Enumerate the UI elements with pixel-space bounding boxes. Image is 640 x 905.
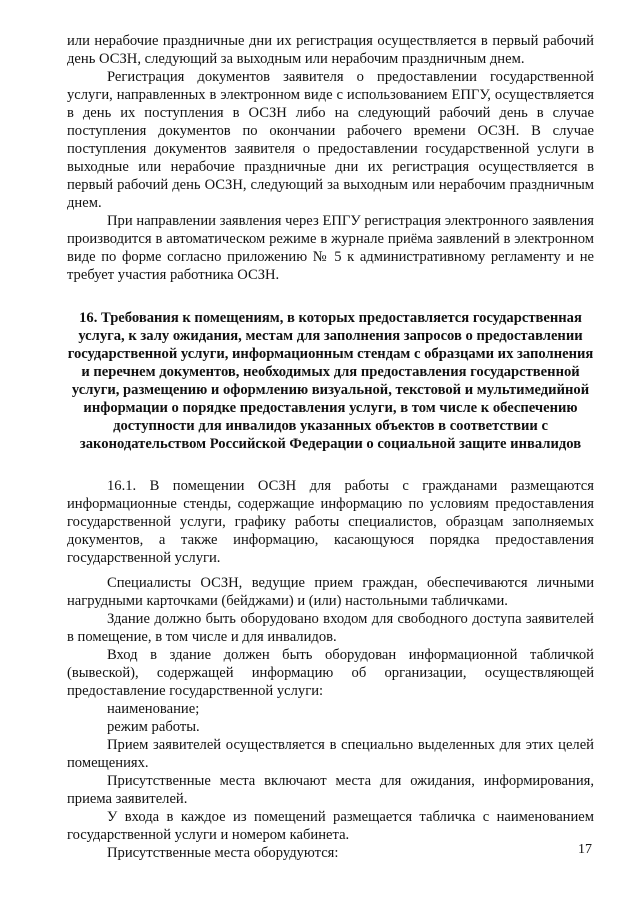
list-item: режим работы.	[107, 719, 200, 735]
list-item: наименование;	[107, 701, 200, 717]
paragraph: При направлении заявления через ЕПГУ регистрация электронного заявления производится в автоматическом режиме в журнале приёма заявлений в электронном виде по форме согласно приложению № 5 к административному регламенту и не требует участия работника ОСЗН.	[67, 213, 594, 283]
paragraph: или нерабочие праздничные дни их регистрация осуществляется в первый рабочий день ОСЗН, следующий за выходным или нерабочим праздничным днем.	[67, 33, 594, 67]
paragraph: Присутственные места включают места для ожидания, информирования, приема заявителей.	[67, 773, 594, 807]
paragraph: У входа в каждое из помещений размещается табличка с наименованием государственной услуги и номером кабинета.	[67, 809, 594, 843]
paragraph: 16.1. В помещении ОСЗН для работы с гражданами размещаются информационные стенды, содержащие информацию по условиям предоставления государственной услуги, графику работы специалистов, образцам заполняемых документов, а также информацию, касающуюся порядка предоставления государственной услуги.	[67, 478, 594, 566]
paragraph: Присутственные места оборудуются:	[107, 845, 339, 861]
paragraph: Специалисты ОСЗН, ведущие прием граждан, обеспечиваются личными нагрудными карточками (бейджами) и (или) настольными табличками.	[67, 575, 594, 609]
section-heading: 16. Требования к помещениям, в которых предоставляется государственная услуга, к залу ожидания, местам для заполнения запросов о предоставлении государственной услуги, информационным стендам с образцами их заполнения и перечнем документов, необходимых для предоставления государственной услуги, размещению и оформлению визуальной, текстовой и мультимедийной информации о порядке предоставления услуги, в том числе к обеспечению доступности для инвалидов указанных объектов в соответствии с законодательством Российской Федерации о социальной защите инвалидов	[67, 310, 594, 452]
paragraph: Вход в здание должен быть оборудован информационной табличкой (вывеской), содержащей информацию об организации, осуществляющей предоставление государственной услуги:	[67, 647, 594, 699]
paragraph: Здание должно быть оборудовано входом для свободного доступа заявителей в помещение, в том числе и для инвалидов.	[67, 611, 594, 645]
paragraph: Регистрация документов заявителя о предоставлении государственной услуги, направленных в электронном виде с использованием ЕПГУ, осуществляется в день их поступления в ОСЗН либо на следующий рабочий день в случае поступления документов по окончании рабочего времени ОСЗН. В случае поступления документов заявителя о предоставлении государственной услуги в выходные или нерабочие праздничные дни их регистрация осуществляется в первый рабочий день ОСЗН, следующий за выходным или нерабочим праздничным днем.	[67, 69, 594, 211]
page-content	[67, 32, 594, 862]
page-number: 17	[578, 842, 592, 857]
paragraph: Прием заявителей осуществляется в специально выделенных для этих целей помещениях.	[67, 737, 594, 771]
